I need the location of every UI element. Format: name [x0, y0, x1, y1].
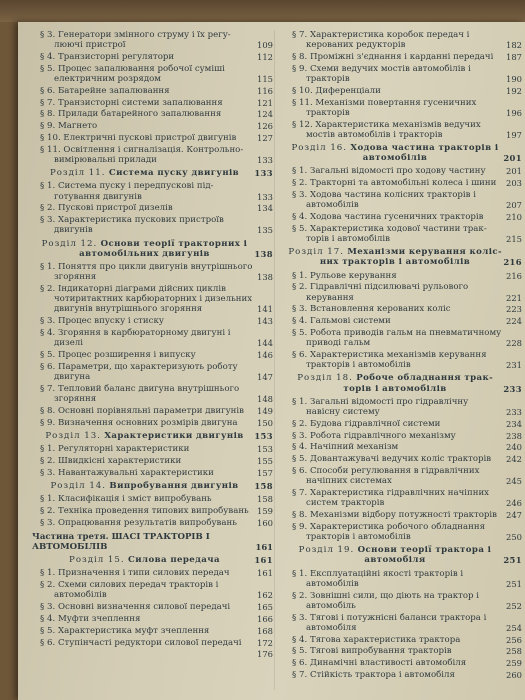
entry-title: § 5. Процес запалювання робочої суміші електричним розрядом [40, 63, 225, 84]
entry-title: § 2. Техніка проведення типових випробувань [40, 505, 249, 516]
page-number: 223 [506, 304, 522, 315]
entry-title: § 6. Ступінчасті редуктори силової передачі [40, 637, 242, 648]
page-number: 251 [506, 578, 522, 589]
toc-entry [280, 98, 522, 118]
toc-entry [28, 109, 273, 119]
entry-title: § 5. Тягові випробування тракторів [292, 646, 452, 657]
page-number: 260 [506, 670, 522, 680]
entry-title: § 9. Схеми ведучих мостів автомобілів і тракторів [292, 63, 471, 84]
page-number: 252 [506, 600, 522, 611]
toc-section-heading [28, 555, 273, 565]
page-number: 238 [506, 430, 522, 441]
toc-entry [280, 488, 522, 508]
toc-entry [280, 658, 522, 668]
entry-title: § 4. Тягова характеристика трактора [292, 634, 461, 645]
toc-entry [28, 145, 273, 165]
section-number: Розділ 19. [298, 545, 355, 556]
page-number: 224 [506, 316, 522, 327]
toc-entry [280, 316, 522, 326]
toc-entry [280, 64, 522, 84]
page-number: 216 [503, 257, 522, 268]
entry-title: § 6. Динамічні властивості автомобіля [292, 658, 467, 669]
toc-section-heading [280, 545, 522, 565]
toc-entry [280, 646, 522, 656]
toc-entry [280, 190, 522, 210]
toc-section-heading [28, 431, 273, 441]
entry-title: § 2. Індикаторні діаграми дійсних циклів чотиритактних карбюраторних і дизельних двигунів внутрішнього згоряння [40, 284, 253, 315]
entry-title: § 6. Батарейне запалювання [40, 85, 170, 96]
page-number: 161 [254, 555, 273, 566]
page-number: 149 [257, 405, 273, 416]
entry-title: § 6. Способи регулювання в гідравлічних начіпних системах [292, 466, 480, 487]
toc-entry [280, 397, 522, 417]
toc-entry [280, 442, 522, 452]
page-number: 161 [255, 542, 273, 552]
toc-section-heading [28, 168, 273, 178]
entry-title: § 1. Рульове керування [292, 270, 397, 281]
page-number: 138 [254, 248, 273, 259]
page-number: 256 [506, 634, 522, 645]
entry-title: § 3. Характеристика пускових пристроїв двигунів [40, 215, 224, 236]
entry-title: § 4. Згоряння в карбюраторному двигуні і дизелі [40, 328, 231, 349]
page-number: 203 [506, 178, 522, 189]
entry-title: § 7. Характеристика коробок передач і керованих редукторів [292, 30, 470, 51]
toc-entry [28, 580, 273, 600]
toc-entry [280, 431, 522, 441]
entry-title: § 11. Механізми повертання гусеничних тракторів [292, 97, 477, 118]
page-number: 153 [257, 444, 273, 454]
toc-entry [280, 569, 522, 589]
page-number: 233 [506, 407, 522, 418]
page-number: 158 [254, 480, 273, 491]
page-number: 190 [506, 74, 522, 84]
entry-title: § 1. Система пуску і передпускові підготування двигунів [40, 181, 214, 202]
page-number: 148 [257, 394, 273, 404]
entry-title: § 4. Начіпний механізм [292, 442, 399, 453]
entry-title: Характеристики двигунів [104, 430, 244, 441]
entry-title: § 8. Основні порівняльні параметри двигунів [40, 405, 244, 416]
toc-entry [28, 406, 273, 416]
entry-title: § 5. Довантажувачі ведучих коліс тракторів [292, 454, 492, 465]
toc-entry [280, 178, 522, 188]
toc-entry [280, 419, 522, 429]
page-number: 172 [257, 637, 273, 648]
toc-entry [280, 454, 522, 464]
toc-section-heading [28, 239, 273, 259]
section-number: Розділ 16. [291, 143, 348, 153]
toc-section-heading [28, 481, 273, 491]
entry-title: § 1. Поняття про цикли двигунів внутрішнього згоряння [40, 262, 253, 283]
page-number: 210 [506, 212, 522, 222]
section-number: Розділ 18. [297, 373, 353, 384]
toc-entry [280, 166, 522, 176]
entry-title: § 8. Механізми відбору потужності тракторів [292, 510, 497, 520]
page-number: 201 [503, 153, 522, 164]
entry-title: § 3. Основні визначення силової передачі [40, 602, 231, 613]
toc-entry [280, 613, 522, 633]
toc-entry [28, 649, 273, 659]
entry-title: § 4. Транзисторні регулятори [40, 52, 175, 62]
page-number: 207 [506, 200, 522, 211]
toc-entry [28, 494, 273, 504]
entry-title: § 6. Параметри, що характеризують роботу двигуна [40, 361, 238, 382]
page-number: 250 [506, 532, 522, 542]
entry-title: § 3. Генератори змінного струму і їх регулюючі пристрої [40, 30, 231, 51]
page-number: 124 [257, 109, 273, 120]
toc-entry [280, 52, 522, 62]
entry-title: § 3. Робота гідравлічного механізму [292, 430, 456, 441]
toc-entry [28, 181, 273, 201]
entry-title: § 2. Гідравлічні підсилювачі рульового керування [292, 282, 469, 303]
page-number: 234 [506, 418, 522, 429]
page-number: 153 [254, 430, 273, 441]
toc-entry [280, 670, 522, 680]
page-number: 215 [506, 234, 522, 244]
page-number: 168 [257, 625, 273, 636]
toc-entry [280, 635, 522, 645]
toc-entry [28, 86, 273, 96]
page-number: 134 [257, 203, 273, 214]
toc-entry [280, 271, 522, 281]
entry-title: Система пуску двигунів [108, 168, 240, 179]
entry-title: § 1. Загальні відомості про гідравлічну навісну систему [292, 396, 469, 418]
entry-title: § 2. Схеми силових передач тракторів і автомобілів [40, 580, 219, 601]
page-number: 221 [506, 292, 522, 303]
page-number: 247 [506, 510, 522, 520]
entry-title: § 2. Зовнішні сили, що діють на трактор і автомобіль [292, 590, 480, 611]
entry-title: Основи теорії трактора і автомобіля [357, 545, 492, 566]
page-number: 138 [257, 272, 273, 283]
book-page [18, 22, 525, 700]
column-gutter [274, 30, 275, 690]
section-number: Розділ 14. [50, 480, 106, 491]
toc-entry [28, 52, 273, 62]
toc-entry [280, 466, 522, 486]
toc-entry [280, 304, 522, 314]
entry-title: § 9. Визначення основних розмірів двигуна [40, 417, 238, 428]
entry-title: § 7. Стійкість трактора і автомобіля [292, 670, 455, 680]
section-number: Розділ 13. [45, 430, 101, 441]
entry-title: § 11. Освітлення і сигналізація. Контрольно-вимірювальні прилади [40, 144, 244, 165]
page-number: 146 [257, 350, 273, 360]
entry-title: § 2. Швидкісні характеристики [40, 455, 182, 466]
page-number: 161 [257, 568, 273, 579]
toc-section-heading [280, 143, 522, 163]
entry-title: Ходова частина тракторів і автомобілів [350, 143, 499, 164]
page-number: 196 [506, 107, 522, 118]
toc-entry [280, 212, 522, 222]
page-number: 182 [506, 40, 522, 51]
page-number: 192 [506, 85, 522, 96]
entry-title: Випробування двигунів [109, 480, 239, 491]
entry-title: § 12. Характеристика механізмів ведучих мостів автомобілів і тракторів [292, 119, 481, 140]
page-number: 143 [257, 316, 273, 327]
toc-entry [28, 316, 273, 326]
toc-entry [280, 350, 522, 370]
toc-entry [280, 30, 522, 50]
page-number: 251 [503, 555, 522, 566]
entry-title: § 2. Пускові пристрої дизелів [40, 203, 173, 214]
page-number: 166 [257, 614, 273, 624]
entry-title: § 5. Характеристика муфт зчеплення [40, 625, 210, 636]
page-top-shadow [0, 0, 525, 22]
toc-part-heading [28, 532, 273, 552]
toc-entry [28, 64, 273, 84]
section-number: Розділ 12. [41, 238, 98, 249]
toc-entry [28, 203, 273, 213]
page-number: 259 [506, 658, 522, 669]
page-number: 115 [257, 74, 273, 84]
toc-entry [28, 30, 273, 50]
toc-column-left [28, 30, 273, 661]
toc-entry [280, 282, 522, 302]
toc-entry [280, 86, 522, 96]
toc-entry [28, 518, 273, 528]
page-number: 109 [257, 40, 273, 51]
toc-entry [28, 284, 273, 315]
entry-title: Робоче обладнання тракторів і автомобілів [343, 373, 493, 394]
toc-section-heading [280, 373, 522, 393]
entry-title: Основи теорії тракторних і автомобільних двигунів [79, 238, 248, 259]
entry-title: § 3. Опрацювання результатів випробувань [40, 517, 237, 528]
toc-entry [28, 215, 273, 235]
page-number: 187 [506, 52, 522, 62]
page-number: 165 [257, 602, 273, 613]
toc-entry [28, 506, 273, 516]
toc-entry [28, 444, 273, 454]
entry-title: § 5. Робота приводів гальм на пневматичному приводі гальм [292, 328, 502, 349]
toc-entry [28, 614, 273, 624]
entry-title: § 9. Магнето [40, 121, 98, 132]
toc-entry [28, 262, 273, 282]
section-number: Розділ 17. [288, 247, 344, 258]
entry-title: § 3. Тягові і потужнісні баланси трактора і автомобіля [292, 612, 487, 633]
toc-entry [28, 456, 273, 466]
toc-entry [28, 98, 273, 108]
entry-title: Частина третя. ШАСІ ТРАКТОРІВ І АВТОМОБІЛІВ [32, 531, 210, 552]
page-number: 121 [257, 97, 273, 108]
entry-title: § 1. Експлуатаційні якості тракторів і автомобілів [292, 568, 464, 589]
entry-title: § 6. Характеристика механізмів керування тракторів і автомобілів [292, 350, 487, 371]
entry-title: § 3. Процес впуску і стиску [40, 316, 164, 327]
section-number: Розділ 11. [49, 168, 106, 179]
toc-entry [280, 591, 522, 611]
page-number: 245 [506, 476, 522, 487]
toc-entry [280, 328, 522, 348]
toc-entry [28, 121, 273, 131]
page-number: 159 [257, 505, 273, 516]
toc-entry [280, 522, 522, 542]
toc-section-heading [280, 247, 522, 267]
page-number: 126 [257, 121, 273, 132]
page-number: 231 [506, 360, 522, 371]
page-number: 133 [257, 191, 273, 202]
entry-title: Механізми керування колісних тракторів і автомобілів [319, 247, 502, 268]
entry-title: § 8. Прилади батарейного запалювання [40, 109, 222, 120]
entry-title: § 8. Проміжні з'єднання і карданні передачі [292, 52, 494, 62]
page-number: 112 [257, 52, 273, 62]
page-number: 233 [503, 383, 522, 394]
page-number: 150 [257, 417, 273, 428]
page-number: 141 [257, 304, 273, 315]
toc-entry [28, 626, 273, 636]
entry-title: § 4. Гальмові системи [292, 316, 391, 327]
page-number: 197 [506, 129, 522, 140]
page-number: 258 [506, 646, 522, 657]
toc-column-right [280, 30, 522, 682]
entry-title: § 4. Ходова частина гусеничних тракторів [292, 212, 484, 222]
toc-entry [28, 384, 273, 404]
entry-title: § 3. Встановлення керованих коліс [292, 304, 451, 315]
entry-title: § 5. Характеристика ходової частини тракторів і автомобілів [292, 223, 487, 244]
page-number: 201 [506, 166, 522, 177]
page-number: 254 [506, 622, 522, 633]
entry-title: § 5. Процес розширення і випуску [40, 350, 196, 360]
entry-title: § 3. Ходова частина колісних тракторів і автомобілів [292, 190, 476, 211]
entry-title: § 10. Диференціали [292, 85, 381, 96]
page-number: 246 [506, 498, 522, 509]
toc-entry [280, 510, 522, 520]
page-number: 133 [254, 168, 273, 179]
entry-title: § 1. Призначення і типи силових передач [40, 568, 230, 579]
toc-entry [28, 133, 273, 143]
toc-entry [28, 350, 273, 360]
page-number: 144 [257, 338, 273, 349]
page-number: 157 [257, 467, 273, 478]
page-number: 158 [257, 494, 273, 504]
page-number: 162 [257, 590, 273, 601]
entry-title: Силова передача [128, 555, 220, 566]
page-number: 216 [506, 270, 522, 281]
toc-entry [28, 602, 273, 612]
entry-title: § 3. Навантажувальні характеристики [40, 467, 214, 478]
page-number: 176 [257, 649, 273, 660]
entry-title: § 2. Будова гідравлічної системи [292, 418, 441, 429]
entry-title: § 10. Електричні пускові пристрої двигунів [40, 132, 237, 143]
page-number: 242 [506, 454, 522, 465]
page-number: 116 [257, 85, 273, 96]
toc-entry [28, 362, 273, 382]
entry-title: § 4. Муфти зчеплення [40, 614, 141, 624]
toc-entry [28, 638, 273, 648]
entry-title: § 2. Тракторні та автомобільні колеса і шини [292, 178, 497, 189]
entry-title: § 7. Транзисторні системи запалювання [40, 97, 223, 108]
section-number: Розділ 15. [69, 555, 125, 566]
toc-entry [28, 568, 273, 578]
toc-entry [280, 120, 522, 140]
entry-title: § 7. Тепловий баланс двигуна внутрішнього згоряння [40, 383, 240, 404]
entry-title: § 1. Регуляторні характеристики [40, 444, 190, 454]
entry-title: § 7. Характеристика гідравлічних начіпних систем тракторів [292, 488, 490, 509]
toc-entry [28, 468, 273, 478]
page-number: 228 [506, 338, 522, 349]
entry-title: § 1. Загальні відомості про ходову частину [292, 166, 486, 177]
toc-entry [280, 224, 522, 244]
page-number: 127 [257, 132, 273, 143]
page-number: 155 [257, 455, 273, 466]
page-number: 160 [257, 517, 273, 528]
toc-entry [28, 328, 273, 348]
page-number: 135 [257, 225, 273, 236]
entry-title: § 1. Класифікація і зміст випробувань [40, 494, 212, 504]
page-number: 147 [257, 372, 273, 382]
entry-title: § 9. Характеристика робочого обладнання тракторів і автомобілів [292, 521, 486, 542]
toc-entry [28, 418, 273, 428]
page-number: 240 [506, 442, 522, 453]
page-number: 133 [257, 154, 273, 165]
